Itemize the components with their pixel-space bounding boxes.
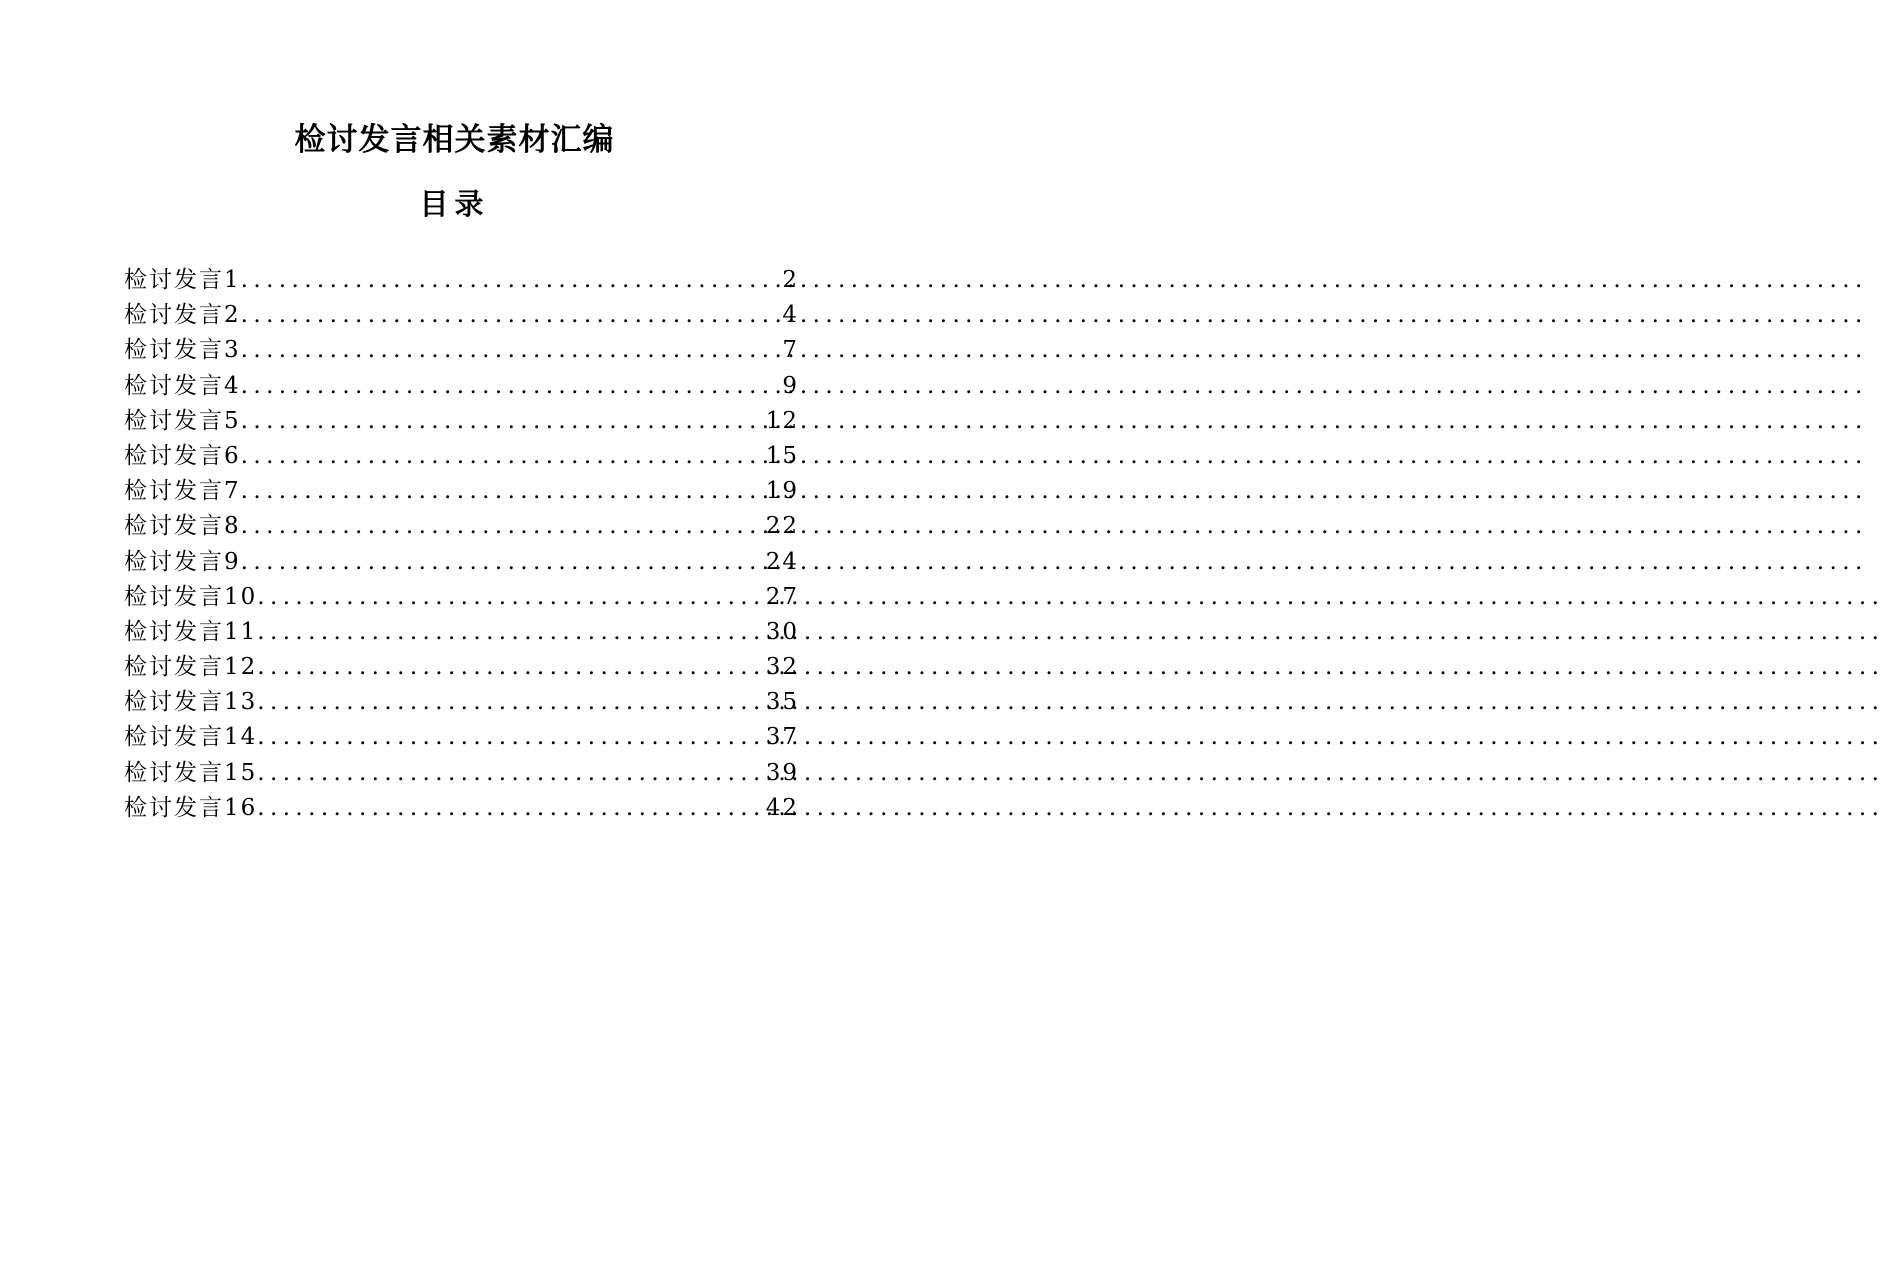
toc-entry-label: 检讨发言13: [124, 689, 258, 716]
toc-entry-label: 检讨发言2: [124, 302, 241, 329]
toc-entry-12[interactable]: [124, 650, 797, 685]
toc-entry-3[interactable]: [124, 333, 797, 368]
toc-entry-label: 检讨发言9: [124, 548, 241, 575]
toc-entry-1[interactable]: [124, 263, 797, 298]
toc-entry-14[interactable]: [124, 720, 797, 755]
toc-entry-label: 检讨发言10: [124, 583, 258, 610]
toc-dot-leader: [241, 369, 783, 404]
toc-entry-label: 检讨发言14: [124, 724, 258, 751]
toc-dot-leader: [257, 615, 765, 650]
toc-page-number: 27: [765, 583, 799, 610]
toc-entry-4[interactable]: [124, 369, 797, 404]
toc-page-number: 19: [765, 478, 799, 505]
toc-page-number: 7: [782, 337, 799, 364]
document-title: 检讨发言相关素材汇编: [294, 122, 615, 158]
document-page: [0, 0, 909, 1286]
toc-dot-leader: [241, 474, 766, 509]
toc-entry-label: 检讨发言5: [124, 407, 241, 434]
toc-dot-leader: [241, 263, 783, 298]
toc-dot-leader: [257, 791, 765, 826]
toc-dot-leader: [241, 333, 783, 368]
toc-entry-label: 检讨发言8: [124, 513, 241, 540]
toc-page-number: 35: [765, 689, 799, 716]
toc-entry-label: 检讨发言7: [124, 478, 241, 505]
toc-dot-leader: [257, 720, 765, 755]
toc-page-number: 4: [782, 302, 799, 329]
toc-entry-5[interactable]: [124, 404, 797, 439]
toc-dot-leader: [241, 298, 783, 333]
toc-page-number: 24: [765, 548, 799, 575]
toc-entry-label: 检讨发言6: [124, 442, 241, 469]
toc-page-number: 32: [765, 654, 799, 681]
toc-heading: 目录: [419, 187, 490, 221]
toc-entry-9[interactable]: [124, 545, 797, 580]
toc-page-number: 37: [765, 724, 799, 751]
toc-entry-label: 检讨发言16: [124, 794, 258, 821]
toc-dot-leader: [241, 404, 766, 439]
toc-page-number: 22: [765, 513, 799, 540]
toc-entry-10[interactable]: [124, 580, 797, 615]
toc-entry-6[interactable]: [124, 439, 797, 474]
toc-entry-7[interactable]: [124, 474, 797, 509]
toc-page-number: 39: [765, 759, 799, 786]
toc-dot-leader: [241, 509, 766, 544]
toc-entry-label: 检讨发言12: [124, 654, 258, 681]
toc-dot-leader: [257, 685, 765, 720]
toc-entry-16[interactable]: [124, 791, 797, 826]
toc-dot-leader: [241, 439, 766, 474]
toc-entry-11[interactable]: [124, 615, 797, 650]
toc-entry-15[interactable]: [124, 756, 797, 791]
toc-page-number: 2: [782, 267, 799, 293]
toc-dot-leader: [257, 650, 765, 685]
toc-page-number: 12: [765, 407, 799, 434]
toc-entry-8[interactable]: [124, 509, 797, 544]
toc-page-number: 42: [765, 794, 799, 821]
toc-entry-2[interactable]: [124, 298, 797, 333]
table-of-contents: [124, 263, 797, 826]
toc-entry-label: 检讨发言1: [124, 267, 241, 293]
toc-entry-label: 检讨发言3: [124, 337, 241, 364]
toc-dot-leader: [257, 756, 765, 791]
toc-entry-label: 检讨发言4: [124, 372, 241, 399]
toc-page-number: 30: [765, 618, 799, 645]
toc-entry-label: 检讨发言15: [124, 759, 258, 786]
toc-page-number: 15: [765, 442, 799, 469]
toc-entry-13[interactable]: [124, 685, 797, 720]
toc-dot-leader: [257, 580, 765, 615]
toc-dot-leader: [241, 545, 766, 580]
toc-page-number: 9: [782, 372, 799, 399]
toc-entry-label: 检讨发言11: [124, 618, 258, 645]
